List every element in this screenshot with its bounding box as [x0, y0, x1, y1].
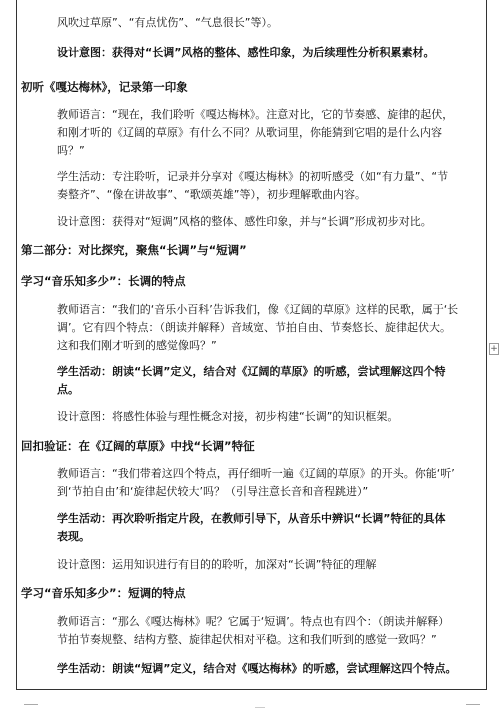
subsection-heading: 学习“音乐知多少”：短调的特点	[21, 586, 186, 600]
design-intent-line: 设计意图：获得对“短调”风格的整体、感性印象，并与“长调”形成初步对比。	[57, 215, 432, 228]
text-line: 到‘节拍自由’和‘旋律起伏较大’吗？（引导注意长音和音程跳进）”	[57, 485, 369, 498]
student-activity-line: 学生活动：朗读“长调”定义，结合对《辽阔的草原》的听感，尝试理解这四个特	[57, 365, 446, 378]
student-activity-line: 学生活动：再次聆听指定片段，在教师引导下，从音乐中辨识“长调”特征的具体	[57, 512, 446, 525]
text-line: 吗？”	[57, 144, 85, 157]
text-line: 表现。	[57, 530, 90, 543]
text-line: 节拍节奏规整、结构方整、旋律起伏相对平稳。这和我们听到的感觉一致吗？”	[57, 633, 437, 646]
teacher-language-line: 教师语言：“我们带着这四个特点，再仔细听一遍《辽阔的草原》的开头。你能‘听’	[57, 467, 455, 480]
text-line: 调’。它有四个特点：（朗读并解释）音域宽、节拍自由、节奏悠长、旋律起伏大。	[57, 321, 451, 334]
text-line: 点。	[57, 383, 79, 396]
document-page	[16, 0, 487, 690]
text-line: 和刚才听的《辽阔的草原》有什么不同？从歌词里，你能猜到它唱的是什么内容	[57, 126, 442, 139]
text-line: 奏整齐”、“像在讲故事”、“歌颂英雄”等），初步理解歌曲内容。	[57, 188, 366, 201]
student-activity-line: 学生活动：朗读“短调”定义，结合对《嘎达梅林》的听感，尝试理解这四个特点。	[57, 662, 457, 675]
section-heading: 第二部分：对比探究，聚焦“长调”与“短调”	[21, 243, 247, 257]
page-corner-mark	[466, 704, 480, 715]
page-center-mark	[255, 707, 265, 718]
subsection-heading: 回扣验证：在《辽阔的草原》中找“长调”特征	[21, 439, 255, 453]
design-intent-line: 设计意图：将感性体验与理性概念对接，初步构建“长调”的知识框架。	[57, 410, 399, 423]
page-corner-mark	[24, 704, 38, 715]
design-intent-line: 设计意图：运用知识进行有目的的聆听，加深对“长调”特征的理解	[57, 558, 377, 571]
section-heading: 初听《嘎达梅林》，记录第一印象	[21, 80, 188, 94]
table-add-handle-icon[interactable]: +	[490, 344, 498, 354]
text-line: 风吹过草原”、“有点忧伤”、“气息很长”等）。	[57, 16, 278, 29]
teacher-language-line: 教师语言：“我们的‘音乐小百科’告诉我们，像《辽阔的草原》这样的民歌，属于‘长	[57, 303, 459, 316]
student-activity-line: 学生活动：专注聆听，记录并分享对《嘎达梅林》的初听感受（如“有力量”、“节	[57, 170, 449, 183]
teacher-language-line: 教师语言：“那么《嘎达梅林》呢？它属于‘短调’。特点也有四个：（朗读并解释）	[57, 615, 450, 628]
text-line: 这和我们刚才听到的感觉像吗？”	[57, 339, 217, 352]
design-intent-line: 设计意图：获得对“长调”风格的整体、感性印象，为后续理性分析积累素材。	[57, 46, 435, 59]
teacher-language-line: 教师语言：“现在，我们聆听《嘎达梅林》。注意对比，它的节奏感、旋律的起伏，	[57, 108, 454, 121]
subsection-heading: 学习“音乐知多少”：长调的特点	[21, 274, 186, 288]
